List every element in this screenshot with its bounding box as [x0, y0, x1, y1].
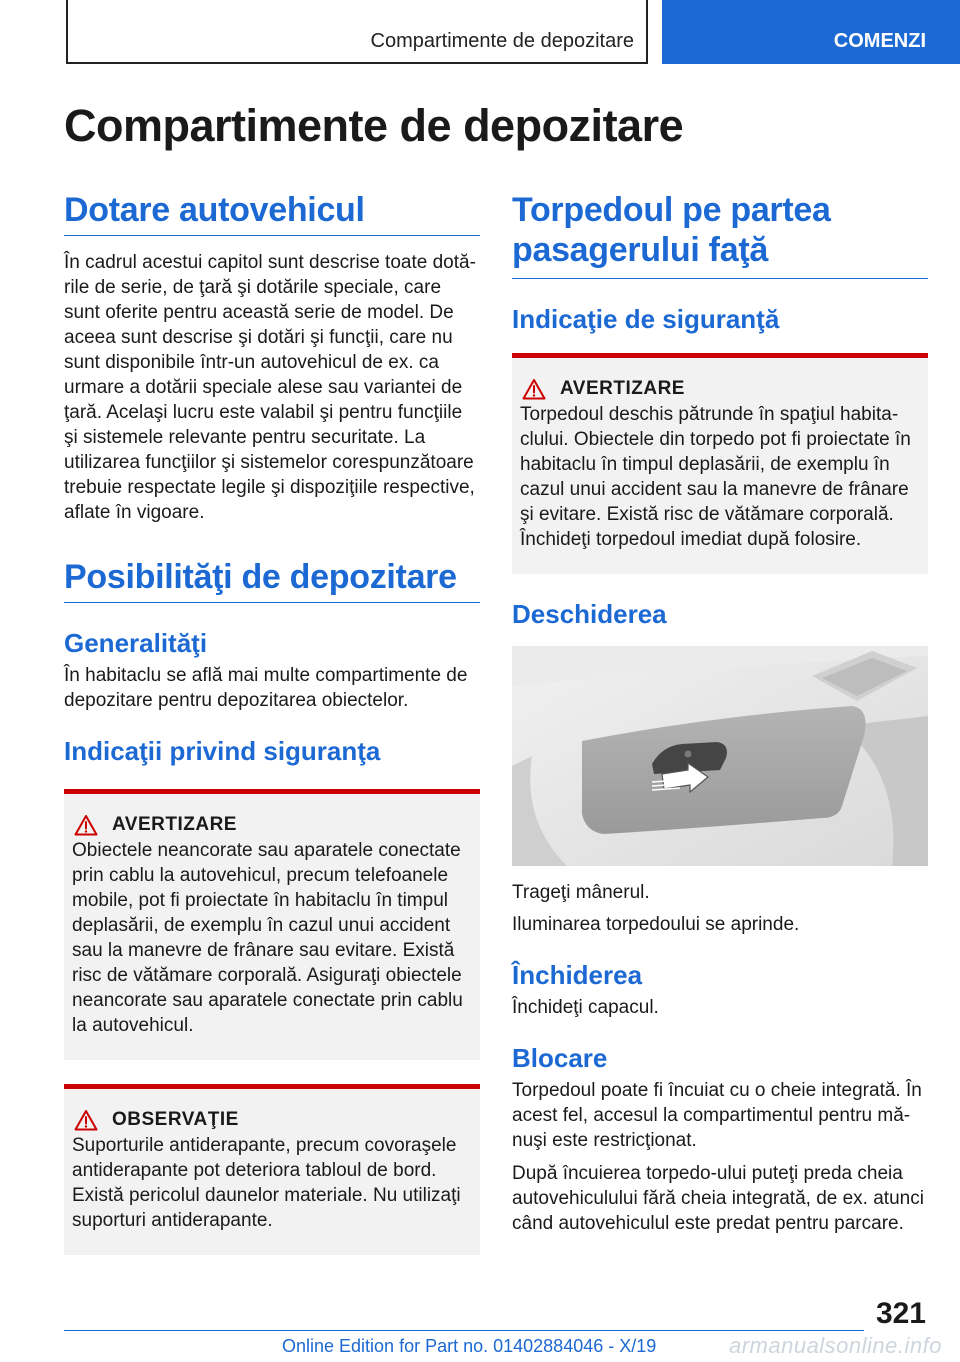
subheading-indicatie-siguranta: Indicaţie de siguranţă	[512, 304, 780, 334]
warning-box-avertizare	[64, 789, 480, 1060]
observation-text: Suporturile antiderapante, precum covoraşele antiderapante pot deteriora tabloul de bord. Există pericolul daunelor materiale. Nu utilizaţi suporturi antiderapante.	[72, 1135, 461, 1231]
warning-text: Torpedoul deschis pătrunde în spaţiul habitaclului. Obiectele din torpedo pot fi proiectate în habitaclu în timpul deplasării, de exemplu în cazul unui accident sau la manevre de frânare şi evitare. Există risc de vătămare corporală. Închideţi torpedoul imediat după folosire.	[520, 404, 911, 550]
warning-box-observatie	[64, 1084, 480, 1255]
warning-triangle-icon	[74, 1109, 98, 1131]
inchiderea-text: Închideţi capacul.	[512, 997, 659, 1018]
section-heading-posibilitati: Posibilităţi de depozitare	[64, 557, 480, 603]
header-section-title: Compartimente de depozitare	[370, 30, 634, 52]
left-column	[64, 190, 480, 1255]
subheading-blocare: Blocare	[512, 1043, 608, 1073]
dotare-paragraph: În cadrul acestui capitol sunt descrise toate dotările de serie, de ţară şi dotările speciale, care sunt oferite pentru această serie de model. De aceea sunt descrise şi dotări şi funcţii, care nu sunt disponibile într-un autovehicul de ex. ca urmare a dotării speciale alese sau variantei de ţară. Acelaşi lucru este valabil şi pentru funcţiile şi sistemele relevante pentru securitate. La utilizarea funcţiilor şi sistemelor corespunzătoare trebuie respectate legile şi dispoziţiile respective, aflate în vigoare.	[64, 252, 476, 523]
warning-box-torpedo	[512, 353, 928, 574]
header-section-box	[66, 0, 648, 64]
header-chapter-tab[interactable]	[662, 0, 960, 64]
warning-header	[72, 814, 472, 836]
watermark: armanualsonline.info	[728, 1333, 942, 1358]
section-heading-dotare: Dotare autovehicul	[64, 190, 480, 236]
subheading-indicatii-siguranta: Indicaţii privind siguranţa	[64, 736, 381, 766]
right-column	[512, 190, 928, 1236]
warning-label: AVERTIZARE	[112, 814, 237, 835]
footer-edition: Online Edition for Part no. 01402884046 - X/19	[282, 1336, 657, 1356]
glovebox-illustration	[512, 646, 928, 866]
footer-divider	[64, 1330, 864, 1331]
observation-label: OBSERVAŢIE	[112, 1109, 239, 1130]
blocare-paragraph-1: Torpedoul poate fi încuiat cu o cheie integrată. În acest fel, accesul la compartimentul pentru mănuşi este restricţionat.	[512, 1080, 922, 1151]
subheading-deschiderea: Deschiderea	[512, 599, 667, 629]
blocare-paragraph-2: După încuierea torpedo-ului puteţi preda cheia autovehiculului fără cheia integrată, de ex. atunci când autovehiculul este predat pentru parcare.	[512, 1163, 924, 1234]
generalitati-paragraph: În habitaclu se află mai multe compartimente de depozitare pentru depozitarea obiectelor.	[64, 665, 468, 711]
warning-triangle-icon	[522, 378, 546, 400]
observation-header	[72, 1109, 472, 1131]
warning-text: Obiectele neancorate sau aparatele conectate prin cablu la autovehicul, precum telefoanele mobile, pot fi proiectate în habitaclu în timpul deplasării, de exemplu în cazul unui accident sau la manevre de frânare sau evitare. Există risc de vătămare corporală. Asiguraţi obiectele neancorate sau aparatele conectate prin cablu la autovehicul.	[72, 840, 463, 1036]
deschiderea-step-1: Trageţi mânerul.	[512, 882, 650, 903]
page-number: 321	[875, 1297, 926, 1330]
warning-header	[520, 378, 920, 400]
warning-triangle-icon	[74, 814, 98, 836]
warning-label: AVERTIZARE	[560, 378, 685, 399]
glovebox-photo	[512, 646, 928, 866]
subheading-inchiderea: Închiderea	[512, 960, 643, 990]
page-title: Compartimente de depozitare	[64, 100, 684, 151]
subheading-generalitati: Generalităţi	[64, 628, 208, 658]
deschiderea-step-2: Iluminarea torpedoului se aprinde.	[512, 914, 800, 935]
header-chapter-label: COMENZI	[833, 30, 926, 52]
section-heading-torpedoul: Torpedoul pe partea pasagerului faţă	[512, 190, 928, 279]
